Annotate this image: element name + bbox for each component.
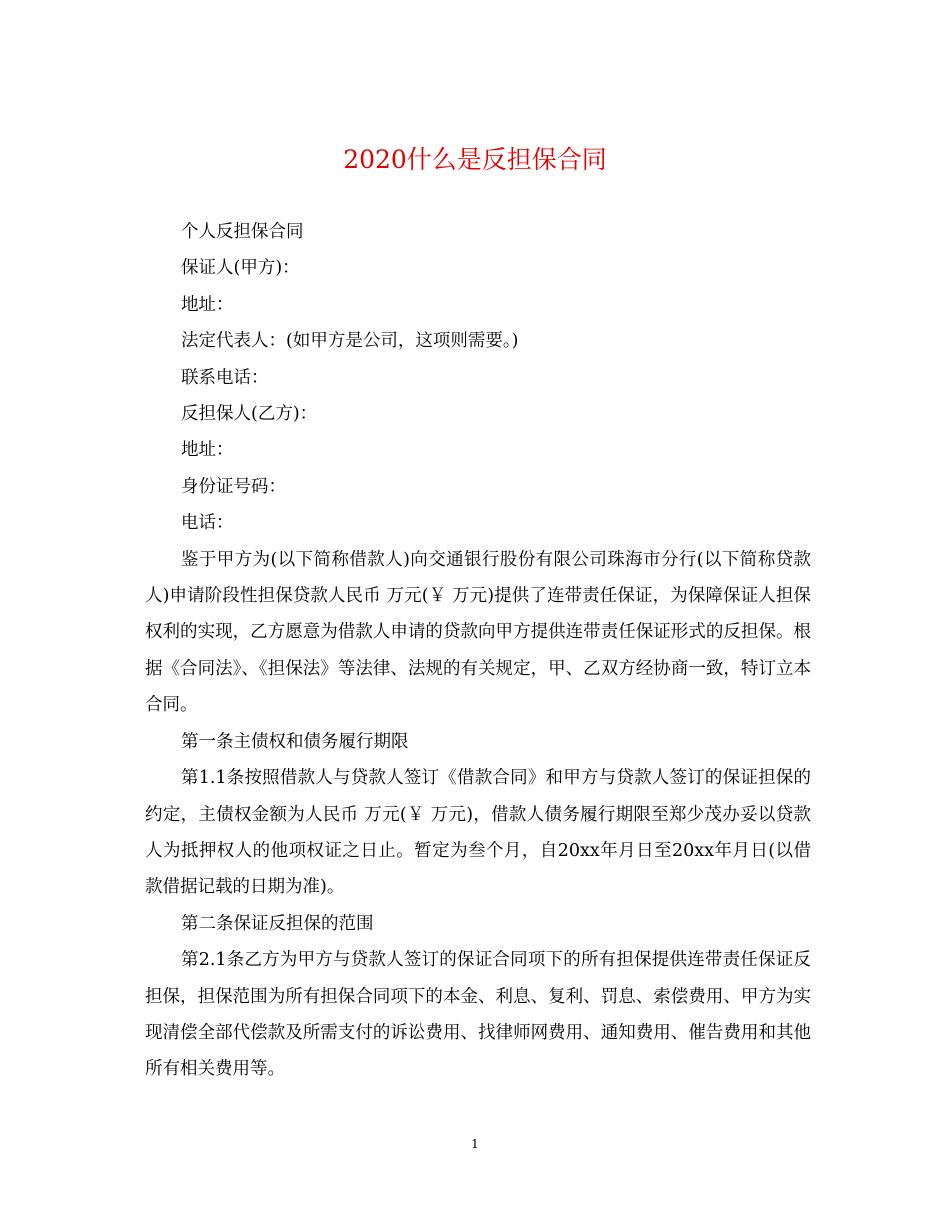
paragraph-article-2-1: 第2.1条乙方为甲方与贷款人签订的保证合同项下的所有担保提供连带责任保证反担保，担保范围为所有担保合同项下的本金、利息、复利、罚息、索偿费用、甲方为实现清偿全部代偿款及所需支付的诉讼费用、找律师网费用、通知费用、催告费用和其他所有相关费用等。 — [145, 950, 811, 1080]
paragraph-preamble: 鉴于甲方为(以下简称借款人)向交通银行股份有限公司珠海市分行(以下简称贷款人)申请阶段性担保贷款人民币 万元(￥ 万元)提供了连带责任保证，为保障保证人担保权利的实现，乙方愿意为借款人申请的贷款向甲方提供连带责任保证形式的反担保。根据《合同法》、《担保法》等法律、法规的有关规定，甲、乙双方经协商一致，特订立本合同。 — [145, 549, 811, 716]
paragraph-contact-phone: 联系电话： — [181, 367, 269, 388]
page-number: 1 — [471, 1137, 479, 1151]
document-title: 2020什么是反担保合同 — [343, 145, 607, 174]
paragraph-phone: 电话： — [181, 513, 234, 534]
paragraph-legal-representative: 法定代表人：(如甲方是公司，这项则需要。) — [181, 331, 519, 352]
document-body — [145, 214, 811, 1088]
paragraph-contract-heading: 个人反担保合同 — [181, 222, 304, 242]
paragraph-article-1-heading: 第一条主债权和债务履行期限 — [181, 731, 409, 752]
paragraph-counter-guarantor-address: 地址： — [181, 440, 234, 461]
paragraph-counter-guarantor: 反担保人(乙方)： — [181, 404, 318, 425]
paragraph-id-number: 身份证号码： — [181, 476, 286, 497]
paragraph-guarantor-address: 地址： — [181, 294, 234, 315]
paragraph-guarantor: 保证人(甲方)： — [181, 258, 300, 279]
paragraph-article-1-1: 第1.1条按照借款人与贷款人签订《借款合同》和甲方与贷款人签订的保证担保的约定，主债权金额为人民币 万元(￥ 万元)，借款人债务履行期限至郑少茂办妥以贷款人为抵押权人的他项权证之日止。暂定为叁个月，自20xx年月日至20xx年月日(以借款借据记载的日期为准)。 — [145, 768, 811, 898]
paragraph-article-2-heading: 第二条保证反担保的范围 — [181, 913, 374, 934]
